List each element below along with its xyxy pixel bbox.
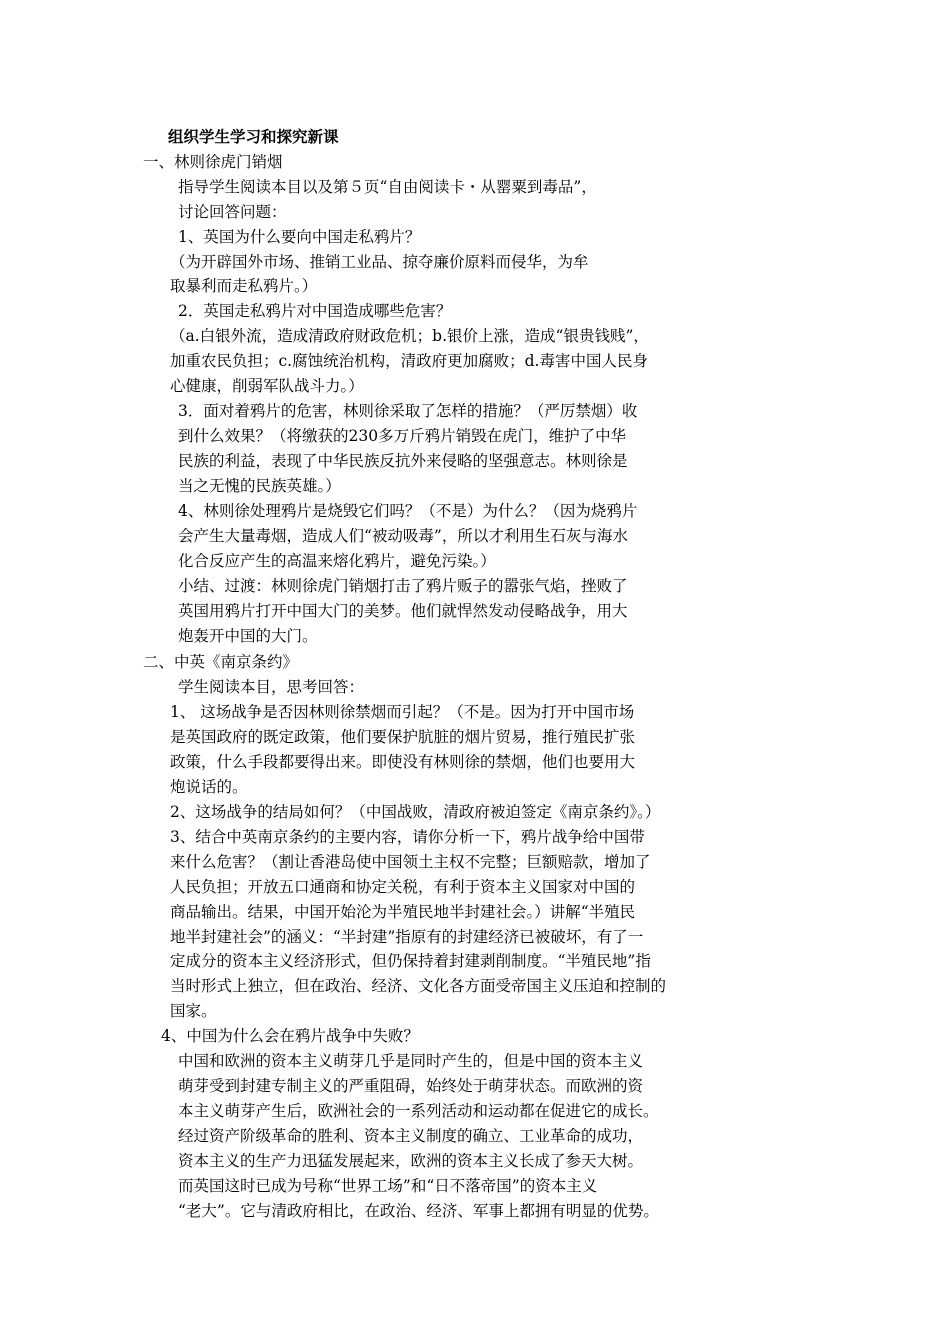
paragraph-line: 到什么效果？（将缴获的230多万斤鸦片销毁在虎门，维护了中华	[178, 427, 627, 445]
paragraph-line: 1、英国为什么要向中国走私鸦片？	[178, 228, 421, 246]
paragraph-line: 会产生大量毒烟，造成人们“被动吸毒”，所以才利用生石灰与海水	[178, 527, 628, 545]
paragraph-line: 加重农民负担；c.腐蚀统治机构，清政府更加腐败；d.毒害中国人民身	[170, 352, 648, 370]
paragraph-line: 取暴利而走私鸦片。）	[170, 277, 318, 295]
paragraph-line: 学生阅读本目，思考回答：	[178, 678, 365, 696]
paragraph-line: （a.白银外流，造成清政府财政危机；b.银价上涨，造成“银贵钱贱”，	[170, 327, 649, 345]
paragraph-line: 讨论回答问题：	[178, 203, 287, 221]
paragraph-line: 民族的利益，表现了中华民族反抗外来侵略的坚强意志。林则徐是	[178, 452, 628, 470]
paragraph-line: （为开辟国外市场、推销工业品、掠夺廉价原料而侵华，为牟	[170, 253, 589, 271]
paragraph-line: 商品输出。结果，中国开始沦为半殖民地半封建社会。）讲解“半殖民	[170, 903, 636, 921]
paragraph-line: 当时形式上独立，但在政治、经济、文化各方面受帝国主义压迫和控制的	[170, 977, 667, 995]
paragraph-line: 3．面对着鸦片的危害，林则徐采取了怎样的措施？（严厉禁烟）收	[178, 402, 638, 420]
paragraph-line: 2、这场战争的结局如何？（中国战败，清政府被迫签定《南京条约》。）	[170, 803, 661, 821]
paragraph-line: 小结、过渡：林则徐虎门销烟打击了鸦片贩子的嚣张气焰，挫败了	[178, 577, 628, 595]
paragraph-line: 中国和欧洲的资本主义萌芽几乎是同时产生的，但是中国的资本主义	[178, 1052, 644, 1070]
paragraph-line: 炮轰开中国的大门。	[178, 627, 318, 645]
paragraph-line: 萌芽受到封建专制主义的严重阻碍，始终处于萌芽状态。而欧洲的资	[178, 1077, 644, 1095]
paragraph-line: 化合反应产生的高温来熔化鸦片，避免污染。）	[178, 552, 496, 570]
paragraph-line: 而英国这时已成为号称“世界工场”和“日不落帝国”的资本主义	[178, 1177, 598, 1195]
paragraph-line: 当之无愧的民族英雄。）	[178, 477, 341, 495]
paragraph-line: 经过资产阶级革命的胜利、资本主义制度的确立、工业革命的成功，	[178, 1127, 644, 1145]
page-title: 组织学生学习和探究新课	[168, 128, 339, 146]
paragraph-line: 是英国政府的既定政策，他们要保护肮脏的烟片贸易，推行殖民扩张	[170, 728, 636, 746]
paragraph-line: 政策，什么手段都要得出来。即使没有林则徐的禁烟，他们也要用大	[170, 753, 636, 771]
paragraph-line: 国家。	[170, 1002, 217, 1020]
paragraph-line: 人民负担；开放五口通商和协定关税，有利于资本主义国家对中国的	[170, 878, 636, 896]
paragraph-line: 指导学生阅读本目以及第５页“自由阅读卡・从罂粟到毒品”，	[178, 178, 597, 196]
paragraph-line: 心健康，削弱军队战斗力。）	[170, 377, 364, 395]
paragraph-line: 来什么危害？（割让香港岛使中国领土主权不完整；巨额赔款，增加了	[170, 853, 651, 871]
paragraph-line: 1、 这场战争是否因林则徐禁烟而引起？（不是。因为打开中国市场	[170, 703, 635, 721]
paragraph-line: 定成分的资本主义经济形式，但仍保持着封建剥削制度。“半殖民地”指	[170, 952, 651, 970]
paragraph-line: 3、结合中英南京条约的主要内容，请你分析一下，鸦片战争给中国带	[170, 828, 645, 846]
paragraph-line: “老大”。它与清政府相比，在政治、经济、军事上都拥有明显的优势。	[178, 1202, 659, 1220]
paragraph-line: 4、林则徐处理鸦片是烧毁它们吗？（不是）为什么？（因为烧鸦片	[178, 502, 638, 520]
section-heading-2: 二、中英《南京条约》	[143, 653, 299, 671]
paragraph-line: 本主义萌芽产生后，欧洲社会的一系列活动和运动都在促进它的成长。	[178, 1102, 659, 1120]
paragraph-line: 炮说话的。	[170, 778, 248, 796]
paragraph-line: 4、中国为什么会在鸦片战争中失败？	[161, 1027, 419, 1045]
paragraph-line: 资本主义的生产力迅猛发展起来，欧洲的资本主义长成了参天大树。	[178, 1152, 644, 1170]
paragraph-line: 英国用鸦片打开中国大门的美梦。他们就悍然发动侵略战争，用大	[178, 602, 628, 620]
paragraph-line: 2．英国走私鸦片对中国造成哪些危害？	[178, 302, 452, 320]
paragraph-line: 地半封建社会”的涵义：“半封建”指原有的封建经济已被破坏，有了一	[170, 928, 644, 946]
section-heading-1: 一、林则徐虎门销烟	[143, 153, 283, 171]
